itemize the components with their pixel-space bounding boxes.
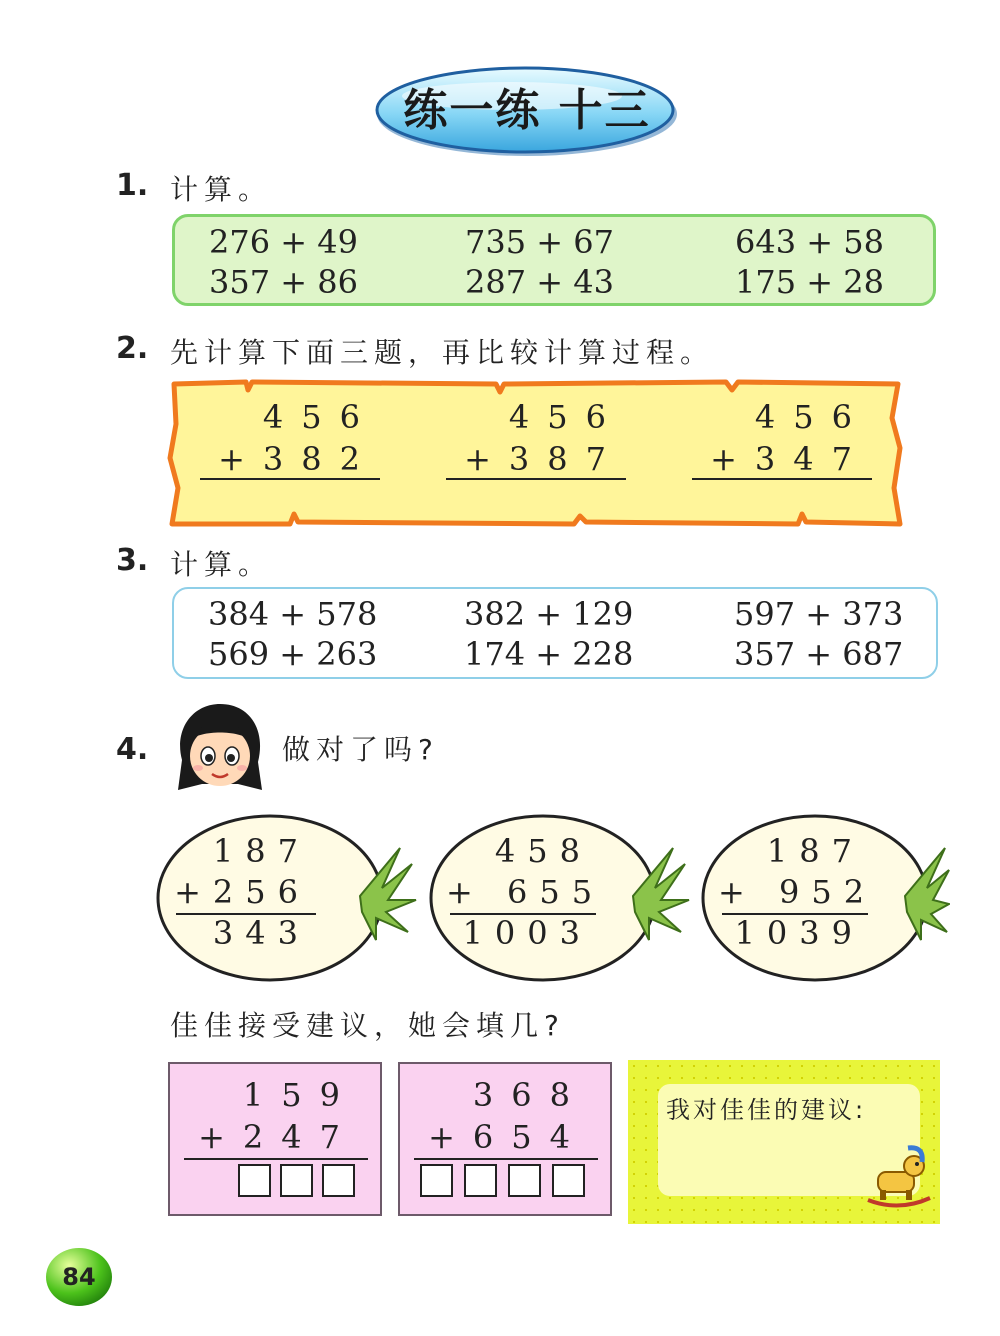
- answer-digit-box[interactable]: [238, 1164, 271, 1197]
- q3-expr: 597 + 373: [734, 595, 904, 633]
- q3-expr: 174 + 228: [464, 635, 634, 673]
- q2-sum-line: [200, 478, 380, 480]
- q2-top-operand: 456: [754, 398, 870, 436]
- answer-digit-box[interactable]: [552, 1164, 585, 1197]
- fill-sum-line: [184, 1158, 368, 1160]
- answer-digit-box[interactable]: [464, 1164, 497, 1197]
- answer-digit-box[interactable]: [322, 1164, 355, 1197]
- q4-prompt: 佳佳接受建议，她会填几?: [170, 1009, 565, 1042]
- fill-top-operand: 159: [242, 1076, 358, 1114]
- oval-bottom-operand: +256: [174, 873, 310, 911]
- q2-sum-line: [692, 478, 872, 480]
- title-badge: [372, 62, 682, 162]
- q4-number: 4.: [116, 732, 149, 767]
- q1-expr: 175 + 28: [735, 263, 884, 301]
- oval-bottom-operand: + 952: [718, 873, 877, 911]
- q1-expr: 357 + 86: [209, 263, 358, 301]
- oval-top-operand: 458: [494, 832, 592, 870]
- oval-top-operand: 187: [766, 832, 864, 870]
- q3-number: 3.: [116, 543, 149, 578]
- q3-expr: 384 + 578: [208, 595, 378, 633]
- q2-instruction: 先计算下面三题，再比较计算过程。: [170, 336, 715, 369]
- oval-result: 1003: [462, 914, 592, 952]
- rocking-horse-icon: [864, 1142, 934, 1208]
- oval-bottom-operand: + 655: [446, 873, 605, 911]
- q2-bottom-operand: +387: [464, 440, 624, 478]
- page-number: 84: [62, 1263, 96, 1291]
- q3-instruction: 计算。: [170, 548, 273, 581]
- q2-top-operand: 456: [508, 398, 624, 436]
- q2-top-operand: 456: [262, 398, 378, 436]
- q2-sum-line: [446, 478, 626, 480]
- fill-bottom-operand: +654: [428, 1118, 588, 1156]
- fill-in-box: [168, 1062, 382, 1216]
- answer-digit-box[interactable]: [508, 1164, 541, 1197]
- answer-digit-box[interactable]: [280, 1164, 313, 1197]
- oval-top-operand: 187: [212, 832, 310, 870]
- q1-instruction: 计算。: [170, 173, 273, 206]
- suggestion-card: [628, 1060, 940, 1224]
- q4-instruction: 做对了吗?: [282, 733, 439, 766]
- q1-box: [172, 214, 936, 306]
- q3-expr: 357 + 687: [734, 635, 904, 673]
- page-title: 练一练 十三: [403, 85, 651, 136]
- q2-bottom-operand: +347: [710, 440, 870, 478]
- page-number-badge: [44, 1246, 114, 1308]
- q1-expr: 643 + 58: [735, 223, 884, 261]
- q1-expr: 735 + 67: [465, 223, 614, 261]
- q1-expr: 276 + 49: [209, 223, 358, 261]
- q3-box: [172, 587, 938, 679]
- girl-character-icon: [172, 700, 268, 796]
- q2-bottom-operand: +382: [218, 440, 378, 478]
- q3-expr: 382 + 129: [464, 595, 634, 633]
- fill-in-box: [398, 1062, 612, 1216]
- q1-expr: 287 + 43: [465, 263, 614, 301]
- q2-number: 2.: [116, 331, 149, 366]
- fill-top-operand: 368: [472, 1076, 588, 1114]
- oval-result: 1039: [734, 914, 864, 952]
- q3-expr: 569 + 263: [208, 635, 378, 673]
- suggestion-label: 我对佳佳的建议:: [666, 1096, 867, 1124]
- q1-number: 1.: [116, 168, 149, 203]
- answer-digit-box[interactable]: [420, 1164, 453, 1197]
- fill-sum-line: [414, 1158, 598, 1160]
- oval-result: 343: [212, 914, 310, 952]
- fill-bottom-operand: +247: [198, 1118, 358, 1156]
